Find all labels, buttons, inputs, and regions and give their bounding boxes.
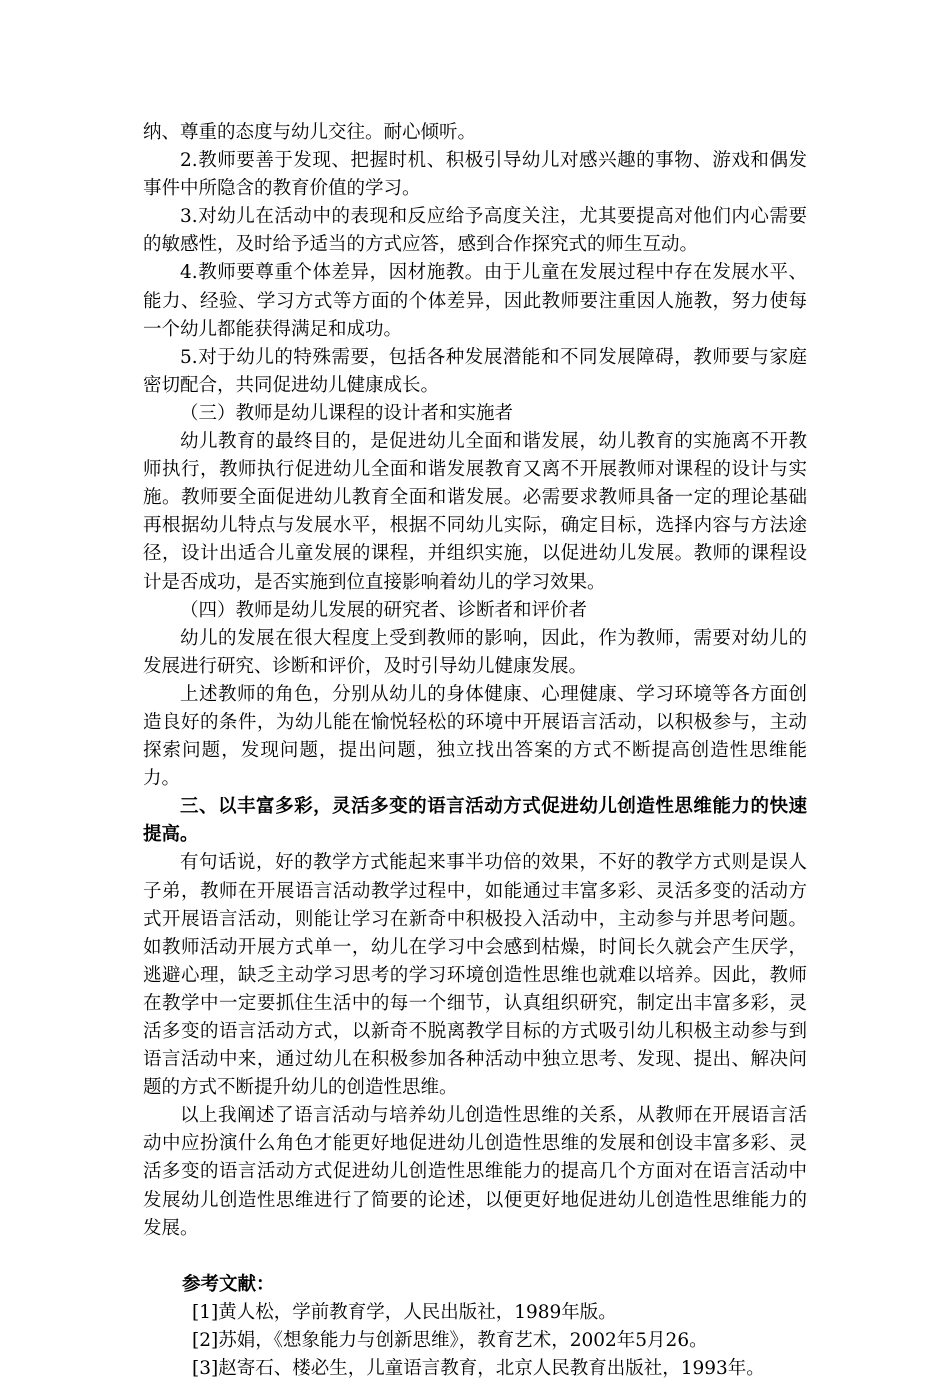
list-item-4: 4.教师要尊重个体差异，因材施教。由于儿童在发展过程中存在发展水平、能力、经验、学习方式等方面的个体差异，因此教师要注重因人施教，努力使每一个幼儿都能获得满足和成功。 <box>143 262 807 340</box>
subheading-4: （四）教师是幼儿发展的研究者、诊断者和评价者 <box>180 599 588 621</box>
subheading-3: （三）教师是幼儿课程的设计者和实施者 <box>180 402 514 424</box>
paragraph-teaching-methods: 有句话说，好的教学方式能起来事半功倍的效果，不好的教学方式则是误人子弟，教师在开展语言活动教学过程中，如能通过丰富多彩、灵活多变的活动方式开展语言活动，则能让学习在新奇中积极投入活动中，主动参与并思考问题。如教师活动开展方式单一，幼儿在学习中会感到枯燥，时间长久就会产生厌学，逃避心理，缺乏主动学习思考的学习环境创造性思维也就难以培养。因此，教师在教学中一定要抓住生活中的每一个细节，认真组织研究，制定出丰富多彩，灵活多变的语言活动方式，以新奇不脱离教学目标的方式吸引幼儿积极主动参与到语言活动中来，通过幼儿在积极参加各种活动中独立思考、发现、提出、解决问题的方式不断提升幼儿的创造性思维。 <box>143 852 807 1099</box>
paragraph-conclusion: 以上我阐述了语言活动与培养幼儿创造性思维的关系，从教师在开展语言活动中应扮演什么角色才能更好地促进幼儿创造性思维的发展和创设丰富多彩、灵活多变的语言活动方式促进幼儿创造性思维能力的提高几个方面对在语言活动中发展幼儿创造性思维进行了简要的论述，以便更好地促进幼儿创造性思维能力的发展。 <box>143 1105 807 1239</box>
list-item-5: 5.对于幼儿的特殊需要，包括各种发展潜能和不同发展障碍，教师要与家庭密切配合，共同促进幼儿健康成长。 <box>143 346 807 396</box>
reference-item-1: [1]黄人松，学前教育学，人民出版社，1989年版。 <box>192 1301 617 1323</box>
spacer <box>143 1243 807 1271</box>
list-item-2: 2.教师要善于发现、把握时机、积极引导幼儿对感兴趣的事物、游戏和偶发事件中所隐含的教育价值的学习。 <box>143 150 807 200</box>
paragraph-research: 幼儿的发展在很大程度上受到教师的影响，因此，作为教师，需要对幼儿的发展进行研究、诊断和评价，及时引导幼儿健康发展。 <box>143 627 807 677</box>
list-item-3: 3.对幼儿在活动中的表现和反应给予高度关注，尤其要提高对他们内心需要的敏感性，及时给予适当的方式应答，感到合作探究式的师生互动。 <box>143 206 807 256</box>
paragraph-roles-summary: 上述教师的角色，分别从幼儿的身体健康、心理健康、学习环境等各方面创造良好的条件，为幼儿能在愉悦轻松的环境中开展语言活动，以积极参与，主动探索问题，发现问题，提出问题，独立找出答案的方式不断提高创造性思维能力。 <box>143 683 807 790</box>
section-heading-3: 三、以丰富多彩，灵活多变的语言活动方式促进幼儿创造性思维能力的快速提高。 <box>143 796 807 846</box>
reference-item-2: [2]苏娟，《想象能力与创新思维》，教育艺术，2002年5月26。 <box>192 1329 708 1351</box>
paragraph-continuation: 纳、尊重的态度与幼儿交往。耐心倾听。 <box>143 122 477 143</box>
reference-item-3: [3]赵寄石、楼必生，儿童语言教育，北京人民教育出版社，1993年。 <box>192 1358 765 1380</box>
paragraph-course-design: 幼儿教育的最终目的，是促进幼儿全面和谐发展，幼儿教育的实施离不开教师执行，教师执行促进幼儿全面和谐发展教育又离不开展教师对课程的设计与实施。教师要全面促进幼儿教育全面和谐发展。必需要求教师具备一定的理论基础再根据幼儿特点与发展水平，根据不同幼儿实际，确定目标，选择内容与方法途径，设计出适合儿童发展的课程，并组织实施，以促进幼儿发展。教师的课程设计是否成功，是否实施到位直接影响着幼儿的学习效果。 <box>143 431 807 593</box>
references-title: 参考文献： <box>182 1273 275 1295</box>
